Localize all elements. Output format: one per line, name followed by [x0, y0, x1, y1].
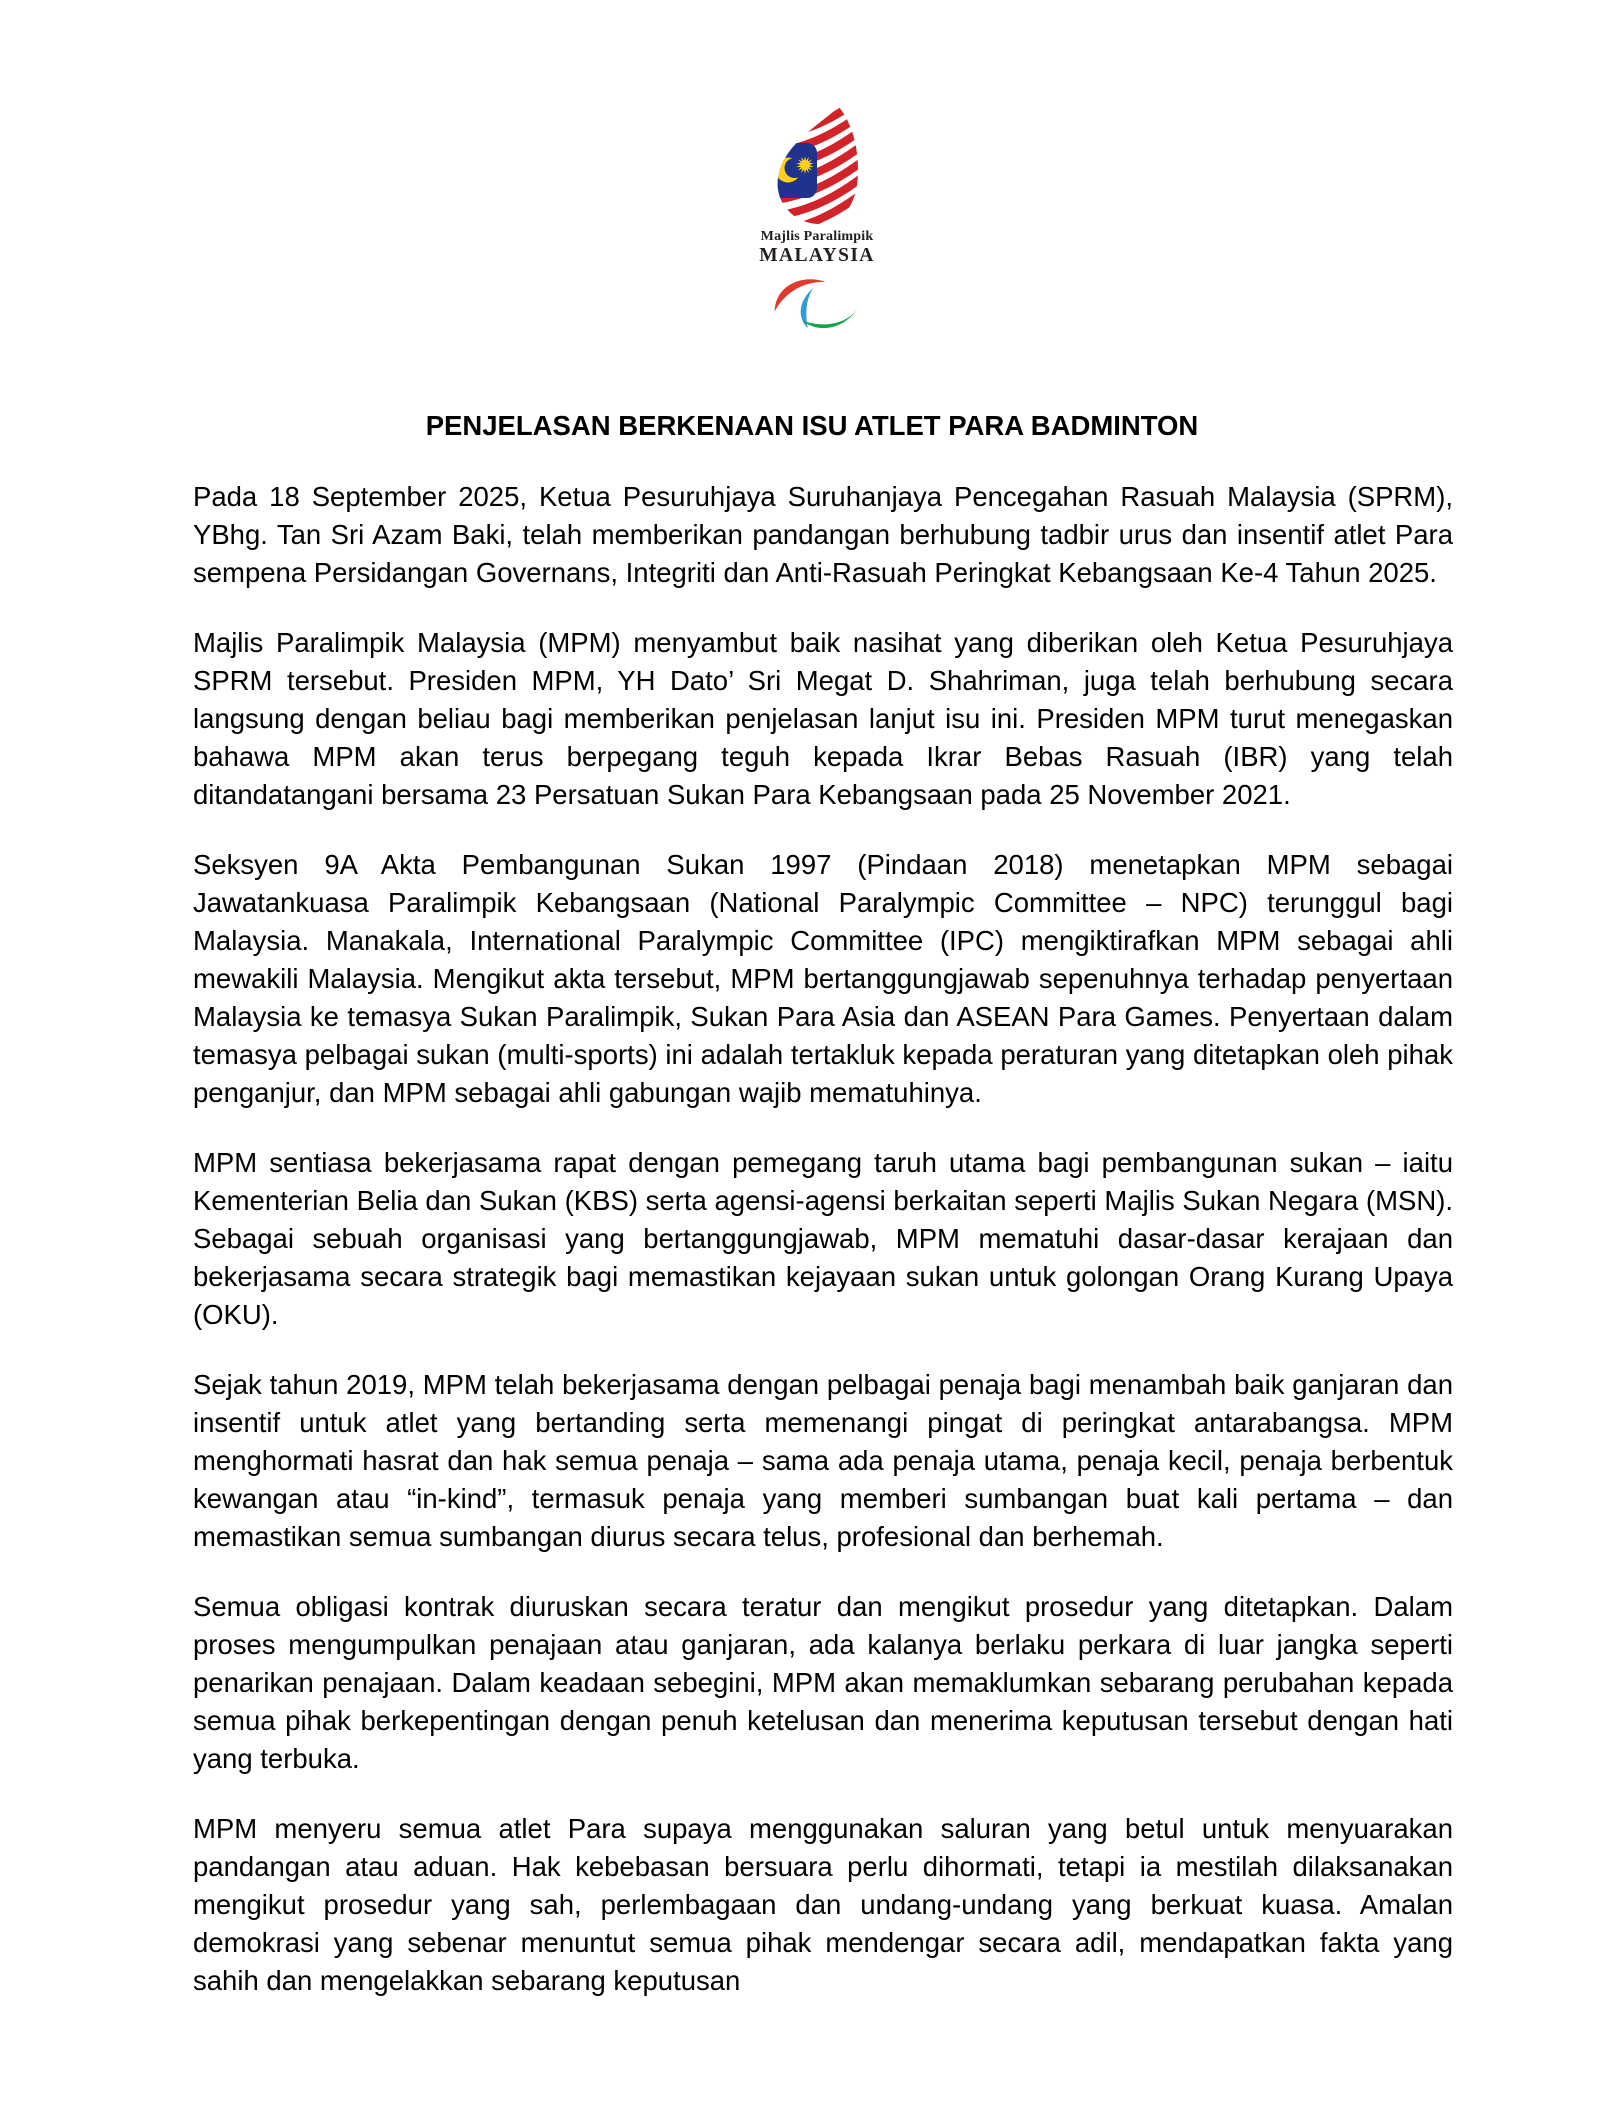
paragraph: MPM menyeru semua atlet Para supaya menggunakan saluran yang betul untuk menyuarakan pandangan atau aduan. Hak kebebasan bersuara perlu dihormati, tetapi ia mestilah dilaksanakan mengikut prosedur yang sah, perlembagaan dan undang-undang yang berkuat kuasa. Amalan demokrasi yang sebenar menuntut semua pihak mendengar secara adil, mendapatkan fakta yang sahih dan mengelakkan sebarang keputusan [193, 1813, 1453, 1996]
paragraph: Pada 18 September 2025, Ketua Pesuruhjaya Suruhanjaya Pencegahan Rasuah Malaysia (SPRM), YBhg. Tan Sri Azam Baki, telah memberikan pandangan berhubung tadbir urus dan insentif atlet Para sempena Persidangan Governans, Integriti dan Anti-Rasuah Peringkat Kebangsaan Ke-4 Tahun 2025. [193, 481, 1453, 588]
logo-country-name: MALAYSIA [759, 245, 875, 266]
paragraph: Sejak tahun 2019, MPM telah bekerjasama dengan pelbagai penaja bagi menambah baik ganjaran dan insentif untuk atlet yang bertanding serta memenangi pingat di peringkat antarabangsa. MPM menghormati hasrat dan hak semua penaja – sama ada penaja utama, penaja kecil, penaja berbentuk kewangan atau “in-kind”, termasuk penaja yang memberi sumbangan buat kali pertama – dan memastikan semua sumbangan diurus secara telus, profesional dan berhemah. [193, 1369, 1453, 1552]
blue-agito [801, 288, 814, 328]
paragraph: Semua obligasi kontrak diuruskan secara teratur dan mengikut prosedur yang ditetapkan. Dalam proses mengumpulkan penajaan atau ganjaran, ada kalanya berlaku perkara di luar jangka seperti penarikan penajaan. Dalam keadaan sebegini, MPM akan memaklumkan sebarang perubahan kepada semua pihak berkepentingan dengan penuh ketelusan dan menerima keputusan tersebut dengan hati yang terbuka. [193, 1591, 1453, 1774]
green-agito [802, 306, 859, 328]
paralympic-agitos-icon [771, 273, 863, 330]
mpm-logo [752, 106, 882, 330]
paragraph: MPM sentiasa bekerjasama rapat dengan pemegang taruh utama bagi pembangunan sukan – iaitu Kementerian Belia dan Sukan (KBS) serta agensi-agensi berkaitan seperti Majlis Sukan Negara (MSN). Sebagai sebuah organisasi yang bertanggungjawab, MPM mematuhi dasar-dasar kerajaan dan bekerjasama secara strategik bagi memastikan kejayaan sukan untuk golongan Orang Kurang Upaya (OKU). [193, 1147, 1453, 1330]
red-agito [775, 279, 826, 311]
mpm-flag-logo [773, 106, 861, 228]
document-title: PENJELASAN BERKENAAN ISU ATLET PARA BADMINTON [425, 410, 1199, 441]
paragraph: Majlis Paralimpik Malaysia (MPM) menyambut baik nasihat yang diberikan oleh Ketua Pesuruhjaya SPRM tersebut. Presiden MPM, YH Dato’ Sri Megat D. Shahriman, juga telah berhubung secara langsung dengan beliau bagi memberikan penjelasan lanjut isu ini. Presiden MPM turut menegaskan bahawa MPM akan terus berpegang teguh kepada Ikrar Bebas Rasuah (IBR) yang telah ditandatangani bersama 23 Persatuan Sukan Para Kebangsaan pada 25 November 2021. [193, 627, 1453, 810]
paragraph: Seksyen 9A Akta Pembangunan Sukan 1997 (Pindaan 2018) menetapkan MPM sebagai Jawatankuasa Paralimpik Kebangsaan (National Paralympic Committee – NPC) terunggul bagi Malaysia. Manakala, International Paralympic Committee (IPC) mengiktirafkan MPM sebagai ahli mewakili Malaysia. Mengikut akta tersebut, MPM bertanggungjawab sepenuhnya terhadap penyertaan Malaysia ke temasya Sukan Paralimpik, Sukan Para Asia dan ASEAN Para Games. Penyertaan dalam temasya pelbagai sukan (multi-sports) ini adalah tertakluk kepada peraturan yang ditetapkan oleh pihak penganjur, dan MPM sebagai ahli gabungan wajib mematuhinya. [193, 849, 1453, 1108]
document-body [193, 478, 1453, 2000]
logo-org-name: Majlis Paralimpik [760, 229, 874, 244]
